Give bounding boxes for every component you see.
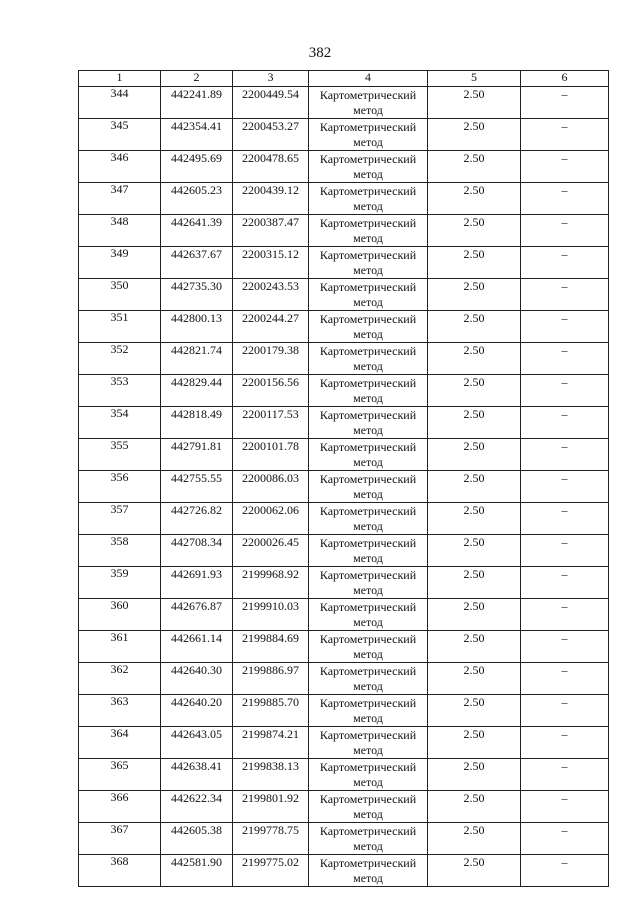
y-coordinate-cell: 2200062.06: [233, 503, 309, 535]
x-coordinate-cell: 442643.05: [161, 727, 233, 759]
accuracy-cell: 2.50: [428, 823, 521, 855]
point-number-cell: 359: [79, 567, 161, 599]
column-header-5: 5: [428, 71, 521, 87]
table-row: [79, 567, 609, 599]
point-number-cell: 346: [79, 151, 161, 183]
method-line-1: Картометрический: [319, 88, 417, 102]
x-coordinate-cell: 442638.41: [161, 759, 233, 791]
accuracy-cell: 2.50: [428, 247, 521, 279]
note-cell: –: [521, 183, 609, 215]
method-line-2: метод: [353, 551, 383, 565]
coordinates-table: [78, 70, 609, 887]
method-line-1: Картометрический: [319, 312, 417, 326]
note-cell: –: [521, 599, 609, 631]
table-row: [79, 791, 609, 823]
note-cell: –: [521, 695, 609, 727]
method-line-2: метод: [353, 423, 383, 437]
method-line-2: метод: [353, 711, 383, 725]
note-cell: –: [521, 407, 609, 439]
method-cell: [309, 503, 428, 535]
point-number-cell: 344: [79, 87, 161, 119]
y-coordinate-cell: 2200453.27: [233, 119, 309, 151]
method-line-2: метод: [353, 519, 383, 533]
note-cell: –: [521, 375, 609, 407]
method-line-1: Картометрический: [319, 120, 417, 134]
method-cell: [309, 631, 428, 663]
x-coordinate-cell: 442605.23: [161, 183, 233, 215]
accuracy-cell: 2.50: [428, 631, 521, 663]
method-line-1: Картометрический: [319, 568, 417, 582]
accuracy-cell: 2.50: [428, 439, 521, 471]
x-coordinate-cell: 442640.30: [161, 663, 233, 695]
accuracy-cell: 2.50: [428, 855, 521, 887]
method-line-2: метод: [353, 487, 383, 501]
table-row: [79, 247, 609, 279]
method-cell: [309, 695, 428, 727]
y-coordinate-cell: 2200117.53: [233, 407, 309, 439]
accuracy-cell: 2.50: [428, 567, 521, 599]
x-coordinate-cell: 442821.74: [161, 343, 233, 375]
method-line-1: Картометрический: [319, 248, 417, 262]
point-number-cell: 350: [79, 279, 161, 311]
x-coordinate-cell: 442708.34: [161, 535, 233, 567]
point-number-cell: 366: [79, 791, 161, 823]
method-cell: [309, 87, 428, 119]
method-line-1: Картометрический: [319, 856, 417, 870]
x-coordinate-cell: 442755.55: [161, 471, 233, 503]
accuracy-cell: 2.50: [428, 727, 521, 759]
table-row: [79, 823, 609, 855]
method-line-1: Картометрический: [319, 664, 417, 678]
x-coordinate-cell: 442829.44: [161, 375, 233, 407]
column-header-2: 2: [161, 71, 233, 87]
method-cell: [309, 311, 428, 343]
table-row: [79, 311, 609, 343]
y-coordinate-cell: 2200439.12: [233, 183, 309, 215]
point-number-cell: 362: [79, 663, 161, 695]
point-number-cell: 354: [79, 407, 161, 439]
method-cell: [309, 471, 428, 503]
y-coordinate-cell: 2199968.92: [233, 567, 309, 599]
method-line-1: Картометрический: [319, 344, 417, 358]
method-cell: [309, 343, 428, 375]
point-number-cell: 357: [79, 503, 161, 535]
point-number-cell: 348: [79, 215, 161, 247]
accuracy-cell: 2.50: [428, 535, 521, 567]
x-coordinate-cell: 442691.93: [161, 567, 233, 599]
x-coordinate-cell: 442661.14: [161, 631, 233, 663]
note-cell: –: [521, 279, 609, 311]
accuracy-cell: 2.50: [428, 343, 521, 375]
x-coordinate-cell: 442791.81: [161, 439, 233, 471]
method-line-1: Картометрический: [319, 600, 417, 614]
y-coordinate-cell: 2199886.97: [233, 663, 309, 695]
x-coordinate-cell: 442735.30: [161, 279, 233, 311]
table-row: [79, 695, 609, 727]
table-row: [79, 439, 609, 471]
x-coordinate-cell: 442354.41: [161, 119, 233, 151]
accuracy-cell: 2.50: [428, 151, 521, 183]
method-cell: [309, 247, 428, 279]
point-number-cell: 363: [79, 695, 161, 727]
column-header-6: 6: [521, 71, 609, 87]
y-coordinate-cell: 2200179.38: [233, 343, 309, 375]
method-line-1: Картометрический: [319, 728, 417, 742]
x-coordinate-cell: 442800.13: [161, 311, 233, 343]
accuracy-cell: 2.50: [428, 503, 521, 535]
note-cell: –: [521, 151, 609, 183]
table-row: [79, 759, 609, 791]
note-cell: –: [521, 567, 609, 599]
method-cell: [309, 855, 428, 887]
point-number-cell: 349: [79, 247, 161, 279]
y-coordinate-cell: 2199775.02: [233, 855, 309, 887]
method-line-2: метод: [353, 295, 383, 309]
x-coordinate-cell: 442726.82: [161, 503, 233, 535]
method-cell: [309, 279, 428, 311]
method-line-1: Картометрический: [319, 824, 417, 838]
point-number-cell: 367: [79, 823, 161, 855]
method-cell: [309, 823, 428, 855]
method-line-2: метод: [353, 679, 383, 693]
point-number-cell: 351: [79, 311, 161, 343]
table-row: [79, 343, 609, 375]
y-coordinate-cell: 2200243.53: [233, 279, 309, 311]
x-coordinate-cell: 442640.20: [161, 695, 233, 727]
method-cell: [309, 599, 428, 631]
point-number-cell: 352: [79, 343, 161, 375]
y-coordinate-cell: 2200026.45: [233, 535, 309, 567]
method-line-1: Картометрический: [319, 504, 417, 518]
x-coordinate-cell: 442818.49: [161, 407, 233, 439]
method-line-2: метод: [353, 455, 383, 469]
point-number-cell: 358: [79, 535, 161, 567]
accuracy-cell: 2.50: [428, 119, 521, 151]
y-coordinate-cell: 2199778.75: [233, 823, 309, 855]
method-line-2: метод: [353, 583, 383, 597]
point-number-cell: 364: [79, 727, 161, 759]
note-cell: –: [521, 343, 609, 375]
method-line-1: Картометрический: [319, 280, 417, 294]
method-cell: [309, 791, 428, 823]
method-cell: [309, 727, 428, 759]
method-cell: [309, 183, 428, 215]
accuracy-cell: 2.50: [428, 183, 521, 215]
method-line-1: Картометрический: [319, 760, 417, 774]
note-cell: –: [521, 439, 609, 471]
x-coordinate-cell: 442622.34: [161, 791, 233, 823]
table-row: [79, 279, 609, 311]
y-coordinate-cell: 2200315.12: [233, 247, 309, 279]
table-row: [79, 471, 609, 503]
accuracy-cell: 2.50: [428, 311, 521, 343]
table-row: [79, 183, 609, 215]
method-line-1: Картометрический: [319, 696, 417, 710]
method-cell: [309, 407, 428, 439]
table-row: [79, 407, 609, 439]
point-number-cell: 347: [79, 183, 161, 215]
method-line-1: Картометрический: [319, 632, 417, 646]
table-row: [79, 631, 609, 663]
method-cell: [309, 151, 428, 183]
accuracy-cell: 2.50: [428, 663, 521, 695]
y-coordinate-cell: 2200244.27: [233, 311, 309, 343]
x-coordinate-cell: 442495.69: [161, 151, 233, 183]
point-number-cell: 356: [79, 471, 161, 503]
note-cell: –: [521, 311, 609, 343]
table-body: [79, 87, 609, 887]
note-cell: –: [521, 791, 609, 823]
accuracy-cell: 2.50: [428, 87, 521, 119]
method-line-2: метод: [353, 231, 383, 245]
method-line-2: метод: [353, 807, 383, 821]
note-cell: –: [521, 87, 609, 119]
method-line-2: метод: [353, 327, 383, 341]
column-header-3: 3: [233, 71, 309, 87]
method-line-2: метод: [353, 871, 383, 885]
point-number-cell: 345: [79, 119, 161, 151]
table-row: [79, 727, 609, 759]
method-line-2: метод: [353, 167, 383, 181]
method-cell: [309, 375, 428, 407]
method-cell: [309, 439, 428, 471]
table-row: [79, 151, 609, 183]
point-number-cell: 353: [79, 375, 161, 407]
note-cell: –: [521, 535, 609, 567]
y-coordinate-cell: 2199874.21: [233, 727, 309, 759]
method-line-2: метод: [353, 775, 383, 789]
method-line-1: Картометрический: [319, 792, 417, 806]
method-line-2: метод: [353, 135, 383, 149]
y-coordinate-cell: 2199910.03: [233, 599, 309, 631]
table-header-row: [79, 71, 609, 87]
table-row: [79, 503, 609, 535]
method-line-2: метод: [353, 615, 383, 629]
method-cell: [309, 663, 428, 695]
method-line-2: метод: [353, 839, 383, 853]
accuracy-cell: 2.50: [428, 791, 521, 823]
note-cell: –: [521, 823, 609, 855]
method-cell: [309, 535, 428, 567]
table-row: [79, 663, 609, 695]
y-coordinate-cell: 2199884.69: [233, 631, 309, 663]
method-cell: [309, 119, 428, 151]
point-number-cell: 361: [79, 631, 161, 663]
method-line-1: Картометрический: [319, 376, 417, 390]
point-number-cell: 368: [79, 855, 161, 887]
table-row: [79, 119, 609, 151]
method-line-1: Картометрический: [319, 184, 417, 198]
x-coordinate-cell: 442641.39: [161, 215, 233, 247]
column-header-4: 4: [309, 71, 428, 87]
note-cell: –: [521, 663, 609, 695]
x-coordinate-cell: 442605.38: [161, 823, 233, 855]
method-line-2: метод: [353, 199, 383, 213]
method-line-2: метод: [353, 359, 383, 373]
y-coordinate-cell: 2200387.47: [233, 215, 309, 247]
table-row: [79, 87, 609, 119]
note-cell: –: [521, 119, 609, 151]
method-line-2: метод: [353, 647, 383, 661]
note-cell: –: [521, 631, 609, 663]
table-row: [79, 855, 609, 887]
x-coordinate-cell: 442241.89: [161, 87, 233, 119]
method-line-1: Картометрический: [319, 408, 417, 422]
note-cell: –: [521, 215, 609, 247]
x-coordinate-cell: 442676.87: [161, 599, 233, 631]
x-coordinate-cell: 442581.90: [161, 855, 233, 887]
method-line-1: Картометрический: [319, 472, 417, 486]
method-line-1: Картометрический: [319, 440, 417, 454]
accuracy-cell: 2.50: [428, 407, 521, 439]
y-coordinate-cell: 2200086.03: [233, 471, 309, 503]
method-line-1: Картометрический: [319, 536, 417, 550]
method-line-2: метод: [353, 103, 383, 117]
accuracy-cell: 2.50: [428, 471, 521, 503]
y-coordinate-cell: 2199838.13: [233, 759, 309, 791]
y-coordinate-cell: 2199801.92: [233, 791, 309, 823]
x-coordinate-cell: 442637.67: [161, 247, 233, 279]
note-cell: –: [521, 727, 609, 759]
method-line-2: метод: [353, 263, 383, 277]
table-row: [79, 215, 609, 247]
method-line-1: Картометрический: [319, 216, 417, 230]
point-number-cell: 365: [79, 759, 161, 791]
point-number-cell: 355: [79, 439, 161, 471]
note-cell: –: [521, 471, 609, 503]
table-row: [79, 535, 609, 567]
accuracy-cell: 2.50: [428, 759, 521, 791]
method-line-2: метод: [353, 391, 383, 405]
note-cell: –: [521, 759, 609, 791]
accuracy-cell: 2.50: [428, 215, 521, 247]
point-number-cell: 360: [79, 599, 161, 631]
method-cell: [309, 759, 428, 791]
note-cell: –: [521, 855, 609, 887]
note-cell: –: [521, 503, 609, 535]
y-coordinate-cell: 2200156.56: [233, 375, 309, 407]
table-row: [79, 375, 609, 407]
table-row: [79, 599, 609, 631]
method-line-2: метод: [353, 743, 383, 757]
y-coordinate-cell: 2200101.78: [233, 439, 309, 471]
page-number: 382: [308, 45, 332, 61]
column-header-1: 1: [79, 71, 161, 87]
method-cell: [309, 215, 428, 247]
note-cell: –: [521, 247, 609, 279]
y-coordinate-cell: 2200478.65: [233, 151, 309, 183]
y-coordinate-cell: 2200449.54: [233, 87, 309, 119]
accuracy-cell: 2.50: [428, 375, 521, 407]
accuracy-cell: 2.50: [428, 599, 521, 631]
accuracy-cell: 2.50: [428, 279, 521, 311]
accuracy-cell: 2.50: [428, 695, 521, 727]
y-coordinate-cell: 2199885.70: [233, 695, 309, 727]
method-cell: [309, 567, 428, 599]
method-line-1: Картометрический: [319, 152, 417, 166]
